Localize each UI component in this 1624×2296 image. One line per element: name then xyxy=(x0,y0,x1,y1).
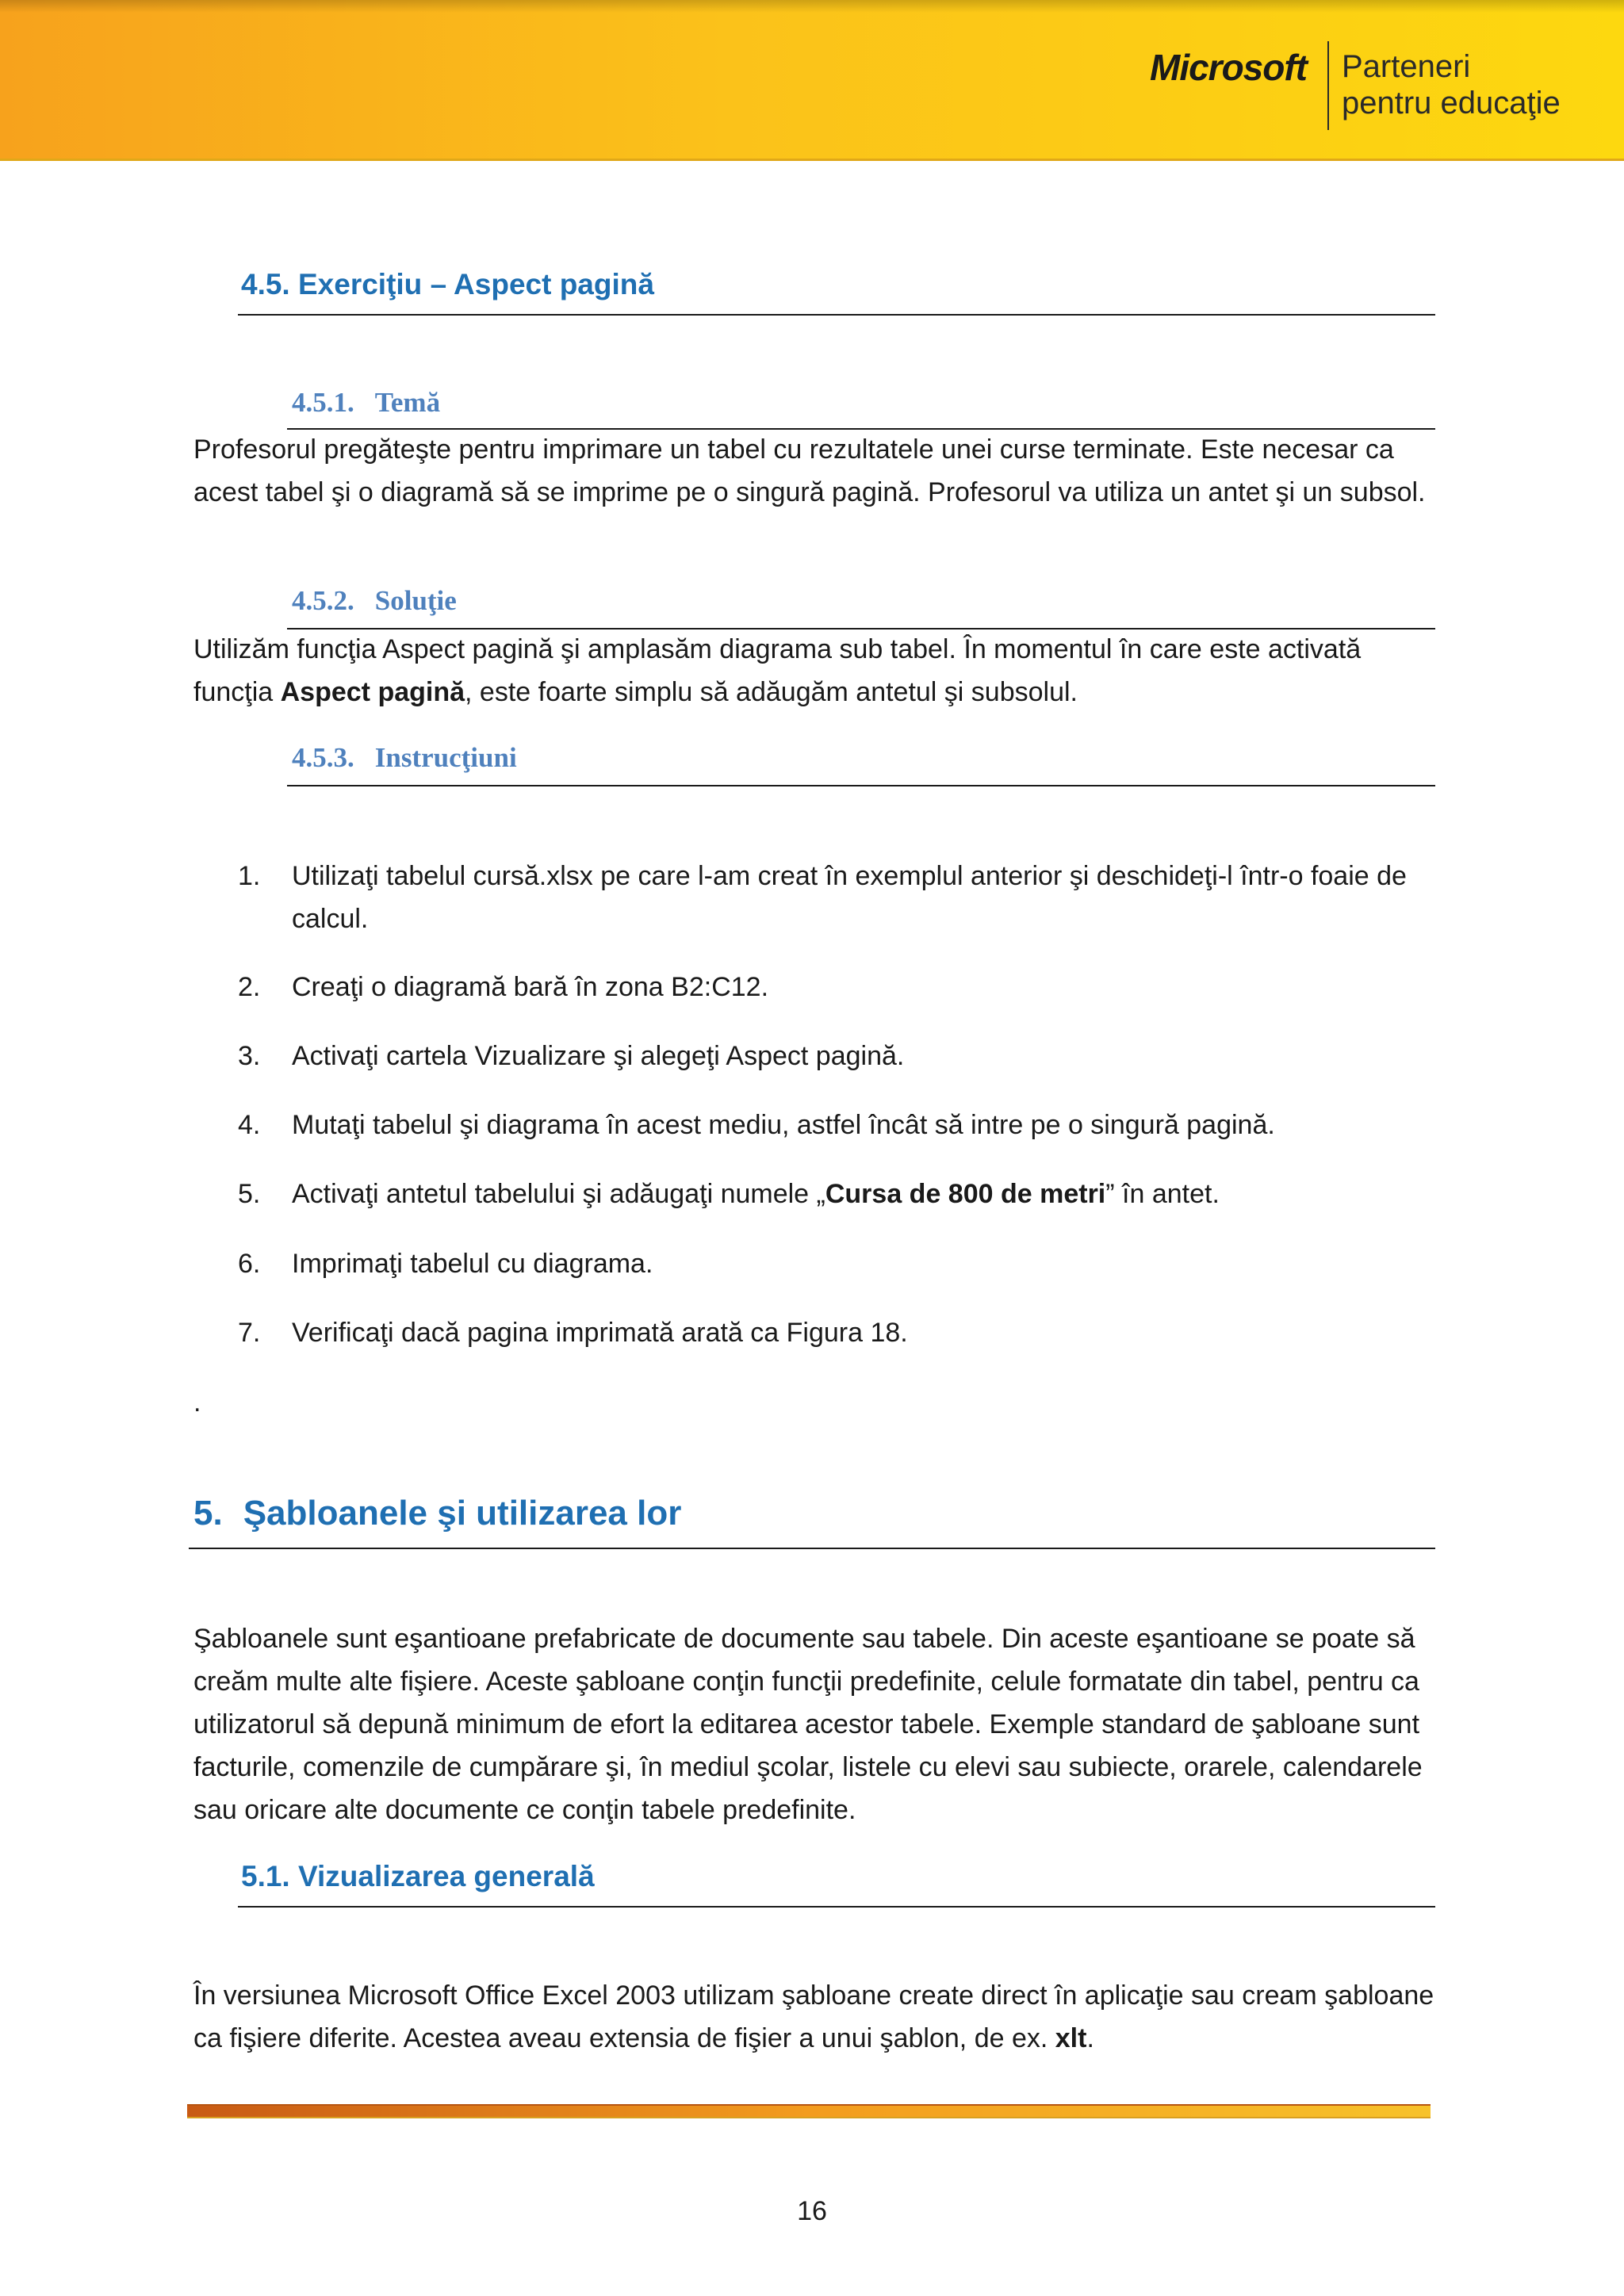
vizualizare-paragraph xyxy=(193,1974,1438,2060)
heading-title: Instrucţiuni xyxy=(374,742,517,773)
vizualizare-text-end: . xyxy=(1086,2023,1094,2053)
list-text: Verificaţi dacă pagina imprimată arată ca Figura 18. xyxy=(292,1318,908,1348)
solutie-text-start: Utilizăm funcţia Aspect pagină şi amplasăm diagrama sub tabel. În momentul în care este activată funcţia xyxy=(193,634,1362,707)
heading-4-5: 4.5. Exerciţiu – Aspect pagină xyxy=(241,268,654,300)
list-text xyxy=(292,1173,1434,1215)
heading-number: 4.5.3. xyxy=(292,742,354,773)
trailing-text: . xyxy=(193,1387,201,1418)
heading-rule xyxy=(189,1548,1435,1549)
list-text: Creaţi o diagramă bară în zona B2:C12. xyxy=(292,972,769,1002)
solutie-paragraph xyxy=(193,628,1438,714)
solutie-text-end: , este foarte simplu să adăugăm antetul şi subsolul. xyxy=(465,677,1078,707)
list-text: Mutaţi tabelul şi diagrama în acest mediu, astfel încât să intre pe o singură pagină. xyxy=(292,1110,1275,1140)
partner-label-line2: pentru educaţie xyxy=(1342,86,1561,121)
list-text: Utilizaţi tabelul cursă.xlsx pe care l-am creat în exemplul anterior şi deschideţi-l într-o foaie de calcul. xyxy=(292,861,1407,934)
list-text-end: ” în antet. xyxy=(1105,1179,1220,1209)
list-number: 1. xyxy=(238,861,261,891)
list-text: Imprimaţi tabelul cu diagrama. xyxy=(292,1249,653,1279)
page-header-band xyxy=(0,0,1624,161)
list-text: Activaţi cartela Vizualizare şi alegeţi Aspect pagină. xyxy=(292,1041,905,1071)
list-number: 3. xyxy=(238,1041,261,1071)
heading-4-5-2 xyxy=(292,585,457,617)
vizualizare-text xyxy=(193,1974,1438,2060)
heading-4-5-1 xyxy=(292,387,440,419)
list-number: 2. xyxy=(238,972,261,1002)
sabloane-text: Şabloanele sunt eşantioane prefabricate de documente sau tabele. Din aceste eşantioane se poate să creăm multe alte fişiere. Aceste şabloane conţin funcţii predefinite, celule formatate din tabel, pentru ca utilizatorul să depună minimum de efort la editarea acestor tabele. Exemple standard de şabloane sunt facturile, comenzile de cumpărare şi, în mediul şcolar, listele cu elevi sau subiecte, orarele, calendarele sau oricare alte documente ce conţin tabele predefinite. xyxy=(193,1624,1423,1825)
heading-rule xyxy=(238,314,1435,316)
solutie-text-bold: Aspect pagină xyxy=(280,677,465,707)
tema-paragraph xyxy=(193,428,1438,514)
list-number: 5. xyxy=(238,1179,261,1209)
heading-number: 4.5.1. xyxy=(292,387,354,418)
heading-4-5-3 xyxy=(292,742,517,774)
list-number: 7. xyxy=(238,1318,261,1348)
heading-5 xyxy=(193,1494,681,1533)
vizualizare-text-bold: xlt xyxy=(1055,2023,1087,2053)
heading-5-1: 5.1. Vizualizarea generală xyxy=(241,1860,595,1892)
heading-rule xyxy=(238,1906,1435,1908)
list-text-bold: Cursa de 800 de metri xyxy=(825,1179,1106,1209)
solutie-text xyxy=(193,628,1438,714)
heading-title: Soluţie xyxy=(374,585,457,616)
microsoft-logo: Microsoft xyxy=(1150,47,1307,88)
page-number: 16 xyxy=(797,2196,827,2226)
list-number: 4. xyxy=(238,1110,261,1140)
list-number: 6. xyxy=(238,1249,261,1279)
logo-divider xyxy=(1327,41,1329,130)
vizualizare-text-start: În versiunea Microsoft Office Excel 2003 utilizam şabloane create direct în aplicaţie sau cream şabloane ca fişiere diferite. Acestea aveau extensia de fişier a unui şablon, de ex. xyxy=(193,1980,1434,2053)
heading-number: 5. xyxy=(193,1494,223,1533)
partner-label-line1: Parteneri xyxy=(1342,49,1471,84)
heading-number: 4.5.2. xyxy=(292,585,354,616)
heading-title: Temă xyxy=(374,387,441,418)
heading-title: Şabloanele şi utilizarea lor xyxy=(243,1494,682,1533)
footer-bar xyxy=(187,2104,1431,2118)
tema-text: Profesorul pregăteşte pentru imprimare un tabel cu rezultatele unei curse terminate. Este necesar ca acest tabel şi o diagramă să se imprime pe o singură pagină. Profesorul va utiliza un antet şi un subsol. xyxy=(193,434,1426,507)
heading-rule xyxy=(287,785,1435,786)
sabloane-paragraph xyxy=(193,1617,1438,1831)
trailing-period xyxy=(193,1381,1438,1424)
list-text-start: Activaţi antetul tabelului şi adăugaţi numele „ xyxy=(292,1179,825,1209)
